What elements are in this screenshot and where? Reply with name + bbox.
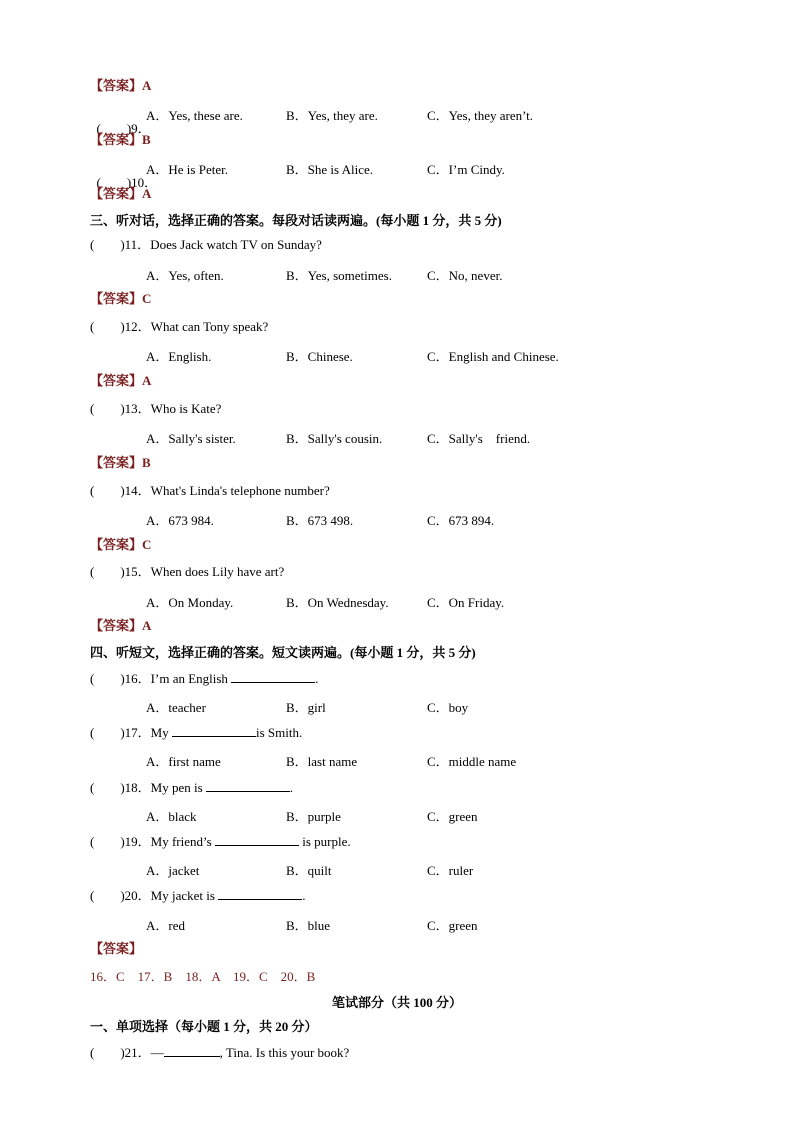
question-text: Does Jack watch TV on Sunday? [150,237,322,252]
question-number: ( )19． [90,834,151,849]
answer-blank [218,887,302,900]
option-c: C．ruler [427,863,474,878]
question-number: ( )16． [90,671,151,686]
option-a: A．Yes, these are. [146,108,243,123]
question-12 [90,319,268,335]
option-c: C．673 894. [427,513,495,528]
question-text: When does Lily have art? [150,564,285,579]
option-a: A．teacher [146,700,206,715]
answer-label: 【答案】B [90,455,151,470]
option-a: A．On Monday. [146,595,234,610]
option-c: C．green [427,809,478,824]
question-number: ( )12． [90,319,151,334]
answer-blank [215,833,299,846]
option-b: B．purple [286,809,341,824]
question-17 [90,724,302,741]
answer-blank [206,779,290,792]
option-c: C．Yes, they aren’t. [427,108,534,123]
question-11 [90,237,322,253]
option-b: B．quilt [286,863,332,878]
option-c: C．I’m Cindy. [427,162,505,177]
question-text: What can Tony speak? [150,319,269,334]
option-b: B．673 498. [286,513,354,528]
option-b: B．She is Alice. [286,162,374,177]
option-b: B．Sally's cousin. [286,431,383,446]
question-text: My pen is [150,780,206,795]
question-text-end: . [315,671,319,686]
option-b: B．Yes, they are. [286,108,378,123]
question-number: ( )14． [90,483,151,498]
answer-label: 【答案】A [90,618,152,633]
question-text: My jacket is [150,888,219,903]
option-a: A．Yes, often. [146,268,224,283]
answer-label: 【答案】 [90,941,143,956]
option-c: C．English and Chinese. [427,349,559,364]
option-b: B．On Wednesday. [286,595,389,610]
question-number: ( )13． [90,401,151,416]
option-a: A．English. [146,349,212,364]
option-b: B．girl [286,700,326,715]
option-c: C．No, never. [427,268,503,283]
question-16 [90,670,318,687]
question-text-end: is Smith. [255,725,303,740]
question-number: ( )20． [90,888,151,903]
answer-label: 【答案】A [90,78,152,93]
question-text: I’m an English [150,671,232,686]
question-text: My friend’s [150,834,215,849]
answer-label: 【答案】C [90,537,152,552]
option-c: C．middle name [427,754,517,769]
option-c: C．Sally's friend. [427,431,531,446]
question-text: My [150,725,172,740]
question-number: ( )15． [90,564,151,579]
question-text-end: . [289,780,294,795]
question-20 [90,887,305,904]
option-b: B．Chinese. [286,349,353,364]
question-text-end: . [302,888,306,903]
option-a: A．673 984. [146,513,214,528]
answer-label: 【答案】C [90,291,152,306]
option-a: A．jacket [146,863,200,878]
question-14 [90,483,330,499]
question-text: Who is Kate? [150,401,222,416]
answer-label: 【答案】A [90,373,152,388]
option-c: C．green [427,918,478,933]
section-heading: 四、听短文，选择正确的答案。短文读两遍。(每小题 1 分，共 5 分) [90,645,476,660]
answer-blank [231,670,315,683]
question-number: ( )10． [96,175,158,190]
question-19 [90,833,351,850]
answer-label: 【答案】A [90,186,152,201]
answer-values: 16．C 17．B 18．A 19．C 20．B [90,969,316,984]
section-heading: 三、听对话，选择正确的答案。每段对话读两遍。(每小题 1 分，共 5 分) [90,213,502,228]
option-c: C．boy [427,700,469,715]
question-number: ( )21．— [90,1045,164,1060]
option-a: A．red [146,918,185,933]
option-a: A．first name [146,754,221,769]
question-text-end: , Tina. Is this your book? [219,1045,350,1060]
question-15 [90,564,284,580]
option-b: B．blue [286,918,331,933]
question-21 [90,1044,349,1061]
option-a: A．black [146,809,197,824]
option-a: A．He is Peter. [146,162,228,177]
option-a: A．Sally's sister. [146,431,236,446]
question-number: ( )9． [96,121,151,136]
question-text: What's Linda's telephone number? [150,483,330,498]
question-18 [90,779,293,796]
question-number: ( )11． [90,237,151,252]
option-b: B．last name [286,754,358,769]
answer-label: 【答案】B [90,132,151,147]
section-heading: 一、单项选择（每小题 1 分，共 20 分） [90,1019,318,1034]
question-number: ( )18． [90,780,151,795]
question-text-end: is purple. [298,834,351,849]
answer-blank [172,724,256,737]
question-number: ( )17． [90,725,151,740]
question-13 [90,401,221,417]
answer-blank [164,1044,220,1057]
part-title: 笔试部分（共 100 分） [331,995,462,1010]
option-b: B．Yes, sometimes. [286,268,392,283]
option-c: C．On Friday. [427,595,505,610]
